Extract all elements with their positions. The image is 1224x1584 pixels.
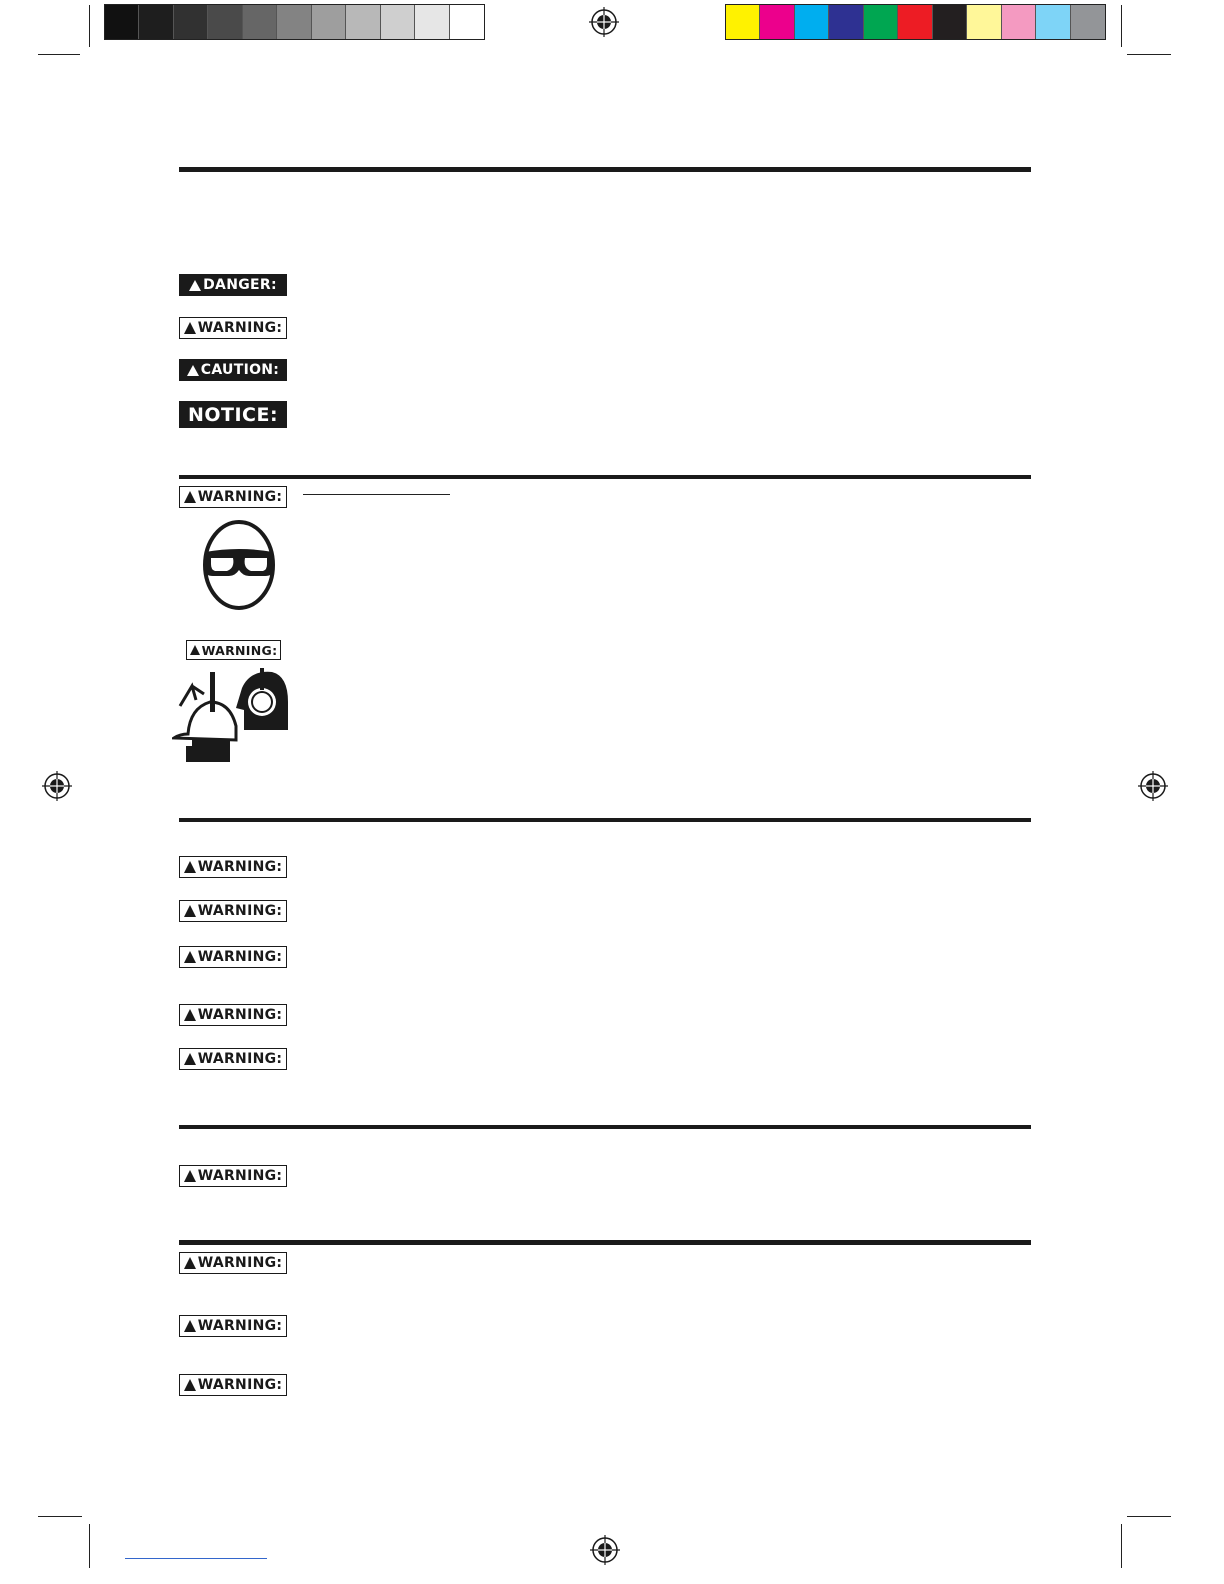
color-swatch (1002, 5, 1036, 39)
safety-goggles-icon (199, 518, 279, 612)
process-color-bar (725, 4, 1106, 40)
registration-mark-icon (1138, 771, 1168, 801)
warning-triangle-icon (187, 365, 199, 376)
registration-mark-icon (590, 1535, 620, 1565)
warning-label: WARNING: (179, 856, 287, 878)
color-swatch (933, 5, 967, 39)
warning-label: WARNING: (179, 900, 287, 922)
warning-triangle-icon (184, 1257, 196, 1269)
section-rule (179, 1240, 1031, 1245)
color-swatch (864, 5, 898, 39)
warning-triangle-icon (184, 861, 196, 873)
color-swatch (346, 5, 380, 39)
warning-triangle-icon (184, 1170, 196, 1182)
warning-label: WARNING: (179, 1315, 287, 1337)
warning-label: WARNING: (179, 1252, 287, 1274)
warning-triangle-icon (184, 1379, 196, 1391)
crop-mark (38, 1516, 82, 1517)
crop-mark (1121, 1524, 1122, 1568)
color-swatch (105, 5, 139, 39)
color-swatch (277, 5, 311, 39)
section-rule (179, 167, 1031, 172)
color-swatch (967, 5, 1001, 39)
hearing-protection-icon (172, 668, 290, 766)
warning-triangle-icon (184, 1053, 196, 1065)
warning-label: WARNING: (179, 946, 287, 968)
footer-link-underline[interactable] (125, 1558, 267, 1559)
color-swatch (1036, 5, 1070, 39)
crop-mark (38, 54, 80, 55)
underline-rule (303, 494, 450, 495)
caution-label: CAUTION: (179, 359, 287, 381)
warning-label: WARNING: (186, 640, 281, 660)
warning-label: WARNING: (179, 1374, 287, 1396)
crop-mark (1127, 1516, 1171, 1517)
section-rule (179, 475, 1031, 479)
section-rule (179, 818, 1031, 822)
color-swatch (829, 5, 863, 39)
warning-label: WARNING: (179, 1048, 287, 1070)
warning-triangle-icon (189, 280, 201, 291)
warning-triangle-icon (184, 1009, 196, 1021)
color-swatch (760, 5, 794, 39)
warning-label: WARNING: (179, 486, 287, 508)
warning-triangle-icon (184, 951, 196, 963)
registration-mark-icon (589, 7, 619, 37)
color-swatch (381, 5, 415, 39)
color-swatch (415, 5, 449, 39)
color-swatch (795, 5, 829, 39)
color-swatch (726, 5, 760, 39)
color-swatch (1071, 5, 1105, 39)
color-swatch (898, 5, 932, 39)
warning-triangle-icon (190, 645, 200, 655)
color-swatch (243, 5, 277, 39)
crop-mark (1127, 54, 1171, 55)
color-swatch (174, 5, 208, 39)
warning-triangle-icon (184, 1320, 196, 1332)
registration-mark-icon (42, 771, 72, 801)
section-rule (179, 1125, 1031, 1129)
color-swatch (208, 5, 242, 39)
color-swatch (139, 5, 173, 39)
warning-label: WARNING: (179, 317, 287, 339)
grayscale-color-bar (104, 4, 485, 40)
warning-triangle-icon (184, 322, 196, 334)
warning-label: WARNING: (179, 1004, 287, 1026)
crop-mark (89, 5, 90, 47)
crop-mark (89, 1524, 90, 1568)
crop-mark (1121, 5, 1122, 47)
color-swatch (312, 5, 346, 39)
warning-triangle-icon (184, 491, 196, 503)
color-swatch (450, 5, 484, 39)
warning-triangle-icon (184, 905, 196, 917)
danger-label: DANGER: (179, 274, 287, 296)
notice-label: NOTICE: (179, 401, 287, 428)
warning-label: WARNING: (179, 1165, 287, 1187)
